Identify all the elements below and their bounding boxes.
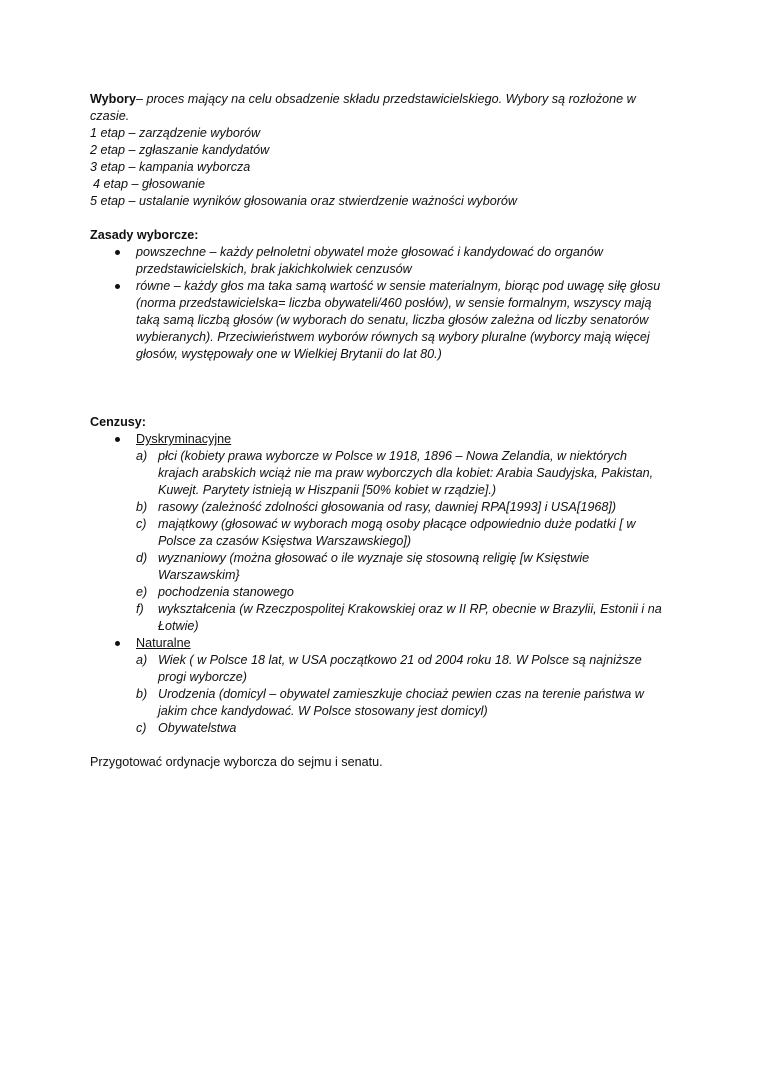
item-text: majątkowy (głosować w wyborach mogą osoby płacące odpowiednio duże podatki [ w Polsce za czasów Księstwa Warszawskiego]) [158, 517, 636, 548]
intro-term: Wybory [90, 92, 136, 106]
sublist-item [136, 686, 670, 720]
sublist-item [136, 652, 670, 686]
zasady-item: równe – każdy głos ma taka samą wartość w sensie materialnym, biorąc pod uwagę siłę głosu (norma przedstawicielska= liczba obywateli/460 posłów), w sensie formalnym, wszyscy mają taką samą liczbą głosów (w wyborach do senatu, liczba głosów zależna od liczby senatorów wybieranych). Przeciwieństwem wyborów równych są wybory pluralne (wyborcy mają więcej głosów, występowały one w Wielkiej Brytanii do lat 80.) [90, 278, 670, 363]
item-text: wyznaniowy (można głosować o ile wyznaje się stosowną religię [w Księstwie Warszawskim} [158, 551, 590, 582]
group-sublist [136, 652, 670, 737]
cenzusy-heading: Cenzusy: [90, 415, 146, 429]
item-text: pochodzenia stanowego [158, 585, 294, 599]
item-marker: b) [136, 500, 148, 514]
item-marker: e) [136, 585, 148, 599]
cenzusy-group [90, 635, 670, 737]
zasady-item: powszechne – każdy pełnoletni obywatel może głosować i kandydować do organów przedstawicielskich, brak jakichkolwiek cenzusów [90, 244, 670, 278]
item-marker: f) [136, 602, 144, 616]
item-text: Obywatelstwa [158, 721, 237, 735]
group-sublist [136, 448, 670, 635]
item-marker: d) [136, 551, 148, 565]
group-label: Naturalne [136, 636, 191, 650]
cenzusy-list [90, 431, 670, 737]
item-marker: a) [136, 449, 148, 463]
etap-line: 5 etap – ustalanie wyników głosowania oraz stwierdzenie ważności wyborów [90, 194, 518, 208]
item-text: wykształcenia (w Rzeczpospolitej Krakowskiej oraz w II RP, obecnie w Brazylii, Estonii i na Łotwie) [158, 602, 662, 633]
zasady-heading: Zasady wyborcze: [90, 228, 199, 242]
item-marker: a) [136, 653, 148, 667]
intro-paragraph [90, 91, 670, 125]
zasady-list [90, 244, 670, 363]
cenzusy-group [90, 431, 670, 635]
intro-definition: – proces mający na celu obsadzenie składu przedstawicielskiego. Wybory są rozłożone w czasie. [90, 92, 636, 123]
item-text: rasowy (zależność zdolności głosowania od rasy, dawniej RPA[1993] i USA[1968]) [158, 500, 617, 514]
etap-line: 3 etap – kampania wyborcza [90, 160, 251, 174]
sublist-item [136, 720, 670, 737]
sublist-item [136, 584, 670, 601]
sublist-item [136, 516, 670, 550]
item-text: płci (kobiety prawa wyborcze w Polsce w 1918, 1896 – Nowa Zelandia, w niektórych krajach arabskich wciąż nie ma praw wyborczych dla kobiet: Arabia Saudyjska, Pakistan, Kuwejt. Parytety istnieją w Hiszpanii [50% kobiet w rządzie].) [158, 449, 654, 497]
etap-line: 4 etap – głosowanie [93, 177, 206, 191]
sublist-item [136, 550, 670, 584]
footer-note: Przygotować ordynacje wyborcza do sejmu i senatu. [90, 755, 383, 769]
document-body [90, 91, 670, 771]
group-label: Dyskryminacyjne [136, 432, 232, 446]
sublist-item [136, 448, 670, 499]
item-marker: b) [136, 687, 148, 701]
etap-line: 2 etap – zgłaszanie kandydatów [90, 143, 270, 157]
item-marker: c) [136, 517, 147, 531]
etap-line: 1 etap – zarządzenie wyborów [90, 126, 261, 140]
sublist-item [136, 499, 670, 516]
item-text: Urodzenia (domicyl – obywatel zamieszkuje chociaż pewien czas na terenie państwa w jakim chce kandydować. W Polsce stosowany jest domicyl) [158, 687, 644, 718]
item-text: Wiek ( w Polsce 18 lat, w USA początkowo 21 od 2004 roku 18. W Polsce są najniższe progi wyborcze) [158, 653, 642, 684]
sublist-item [136, 601, 670, 635]
item-marker: c) [136, 721, 147, 735]
